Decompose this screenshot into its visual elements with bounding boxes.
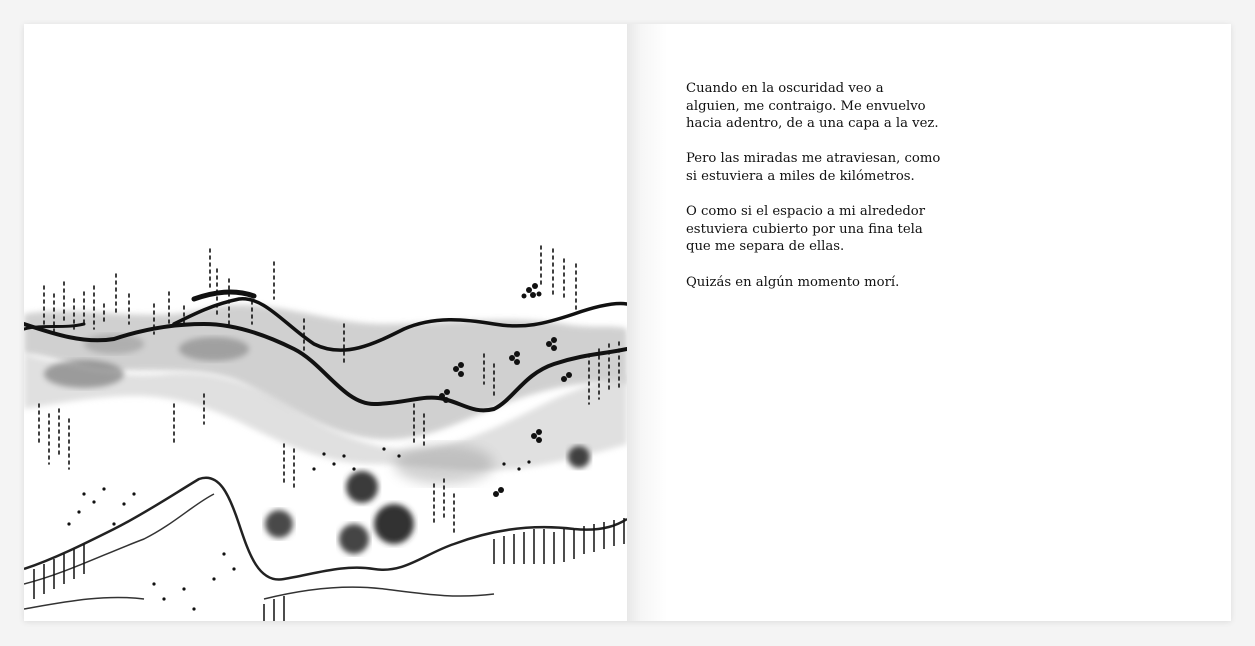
text-line: que me separa de ellas. xyxy=(686,239,845,255)
text-line: Cuando en la oscuridad veo a xyxy=(686,81,884,96)
paragraph-1 xyxy=(686,80,976,133)
paragraph-4 xyxy=(686,274,976,292)
text-line: alguien, me contraigo. Me envuelvo xyxy=(686,98,926,114)
paragraph-2 xyxy=(686,150,976,185)
text-line: estuviera cubierto por una fina tela xyxy=(686,221,923,237)
poem-text xyxy=(686,80,976,309)
text-line: si estuviera a miles de kilómetros. xyxy=(686,168,915,184)
text-line: Pero las miradas me atraviesan, como xyxy=(686,151,941,167)
ink-landscape-illustration xyxy=(24,24,627,621)
paragraph-3 xyxy=(686,203,976,256)
text-line: hacia adentro, de a una capa a la vez. xyxy=(686,116,939,132)
text-line: Quizás en algún momento morí. xyxy=(686,274,900,290)
left-page xyxy=(24,24,627,621)
book-spread xyxy=(24,24,1231,621)
text-line: O como si el espacio a mi alrededor xyxy=(686,204,926,220)
